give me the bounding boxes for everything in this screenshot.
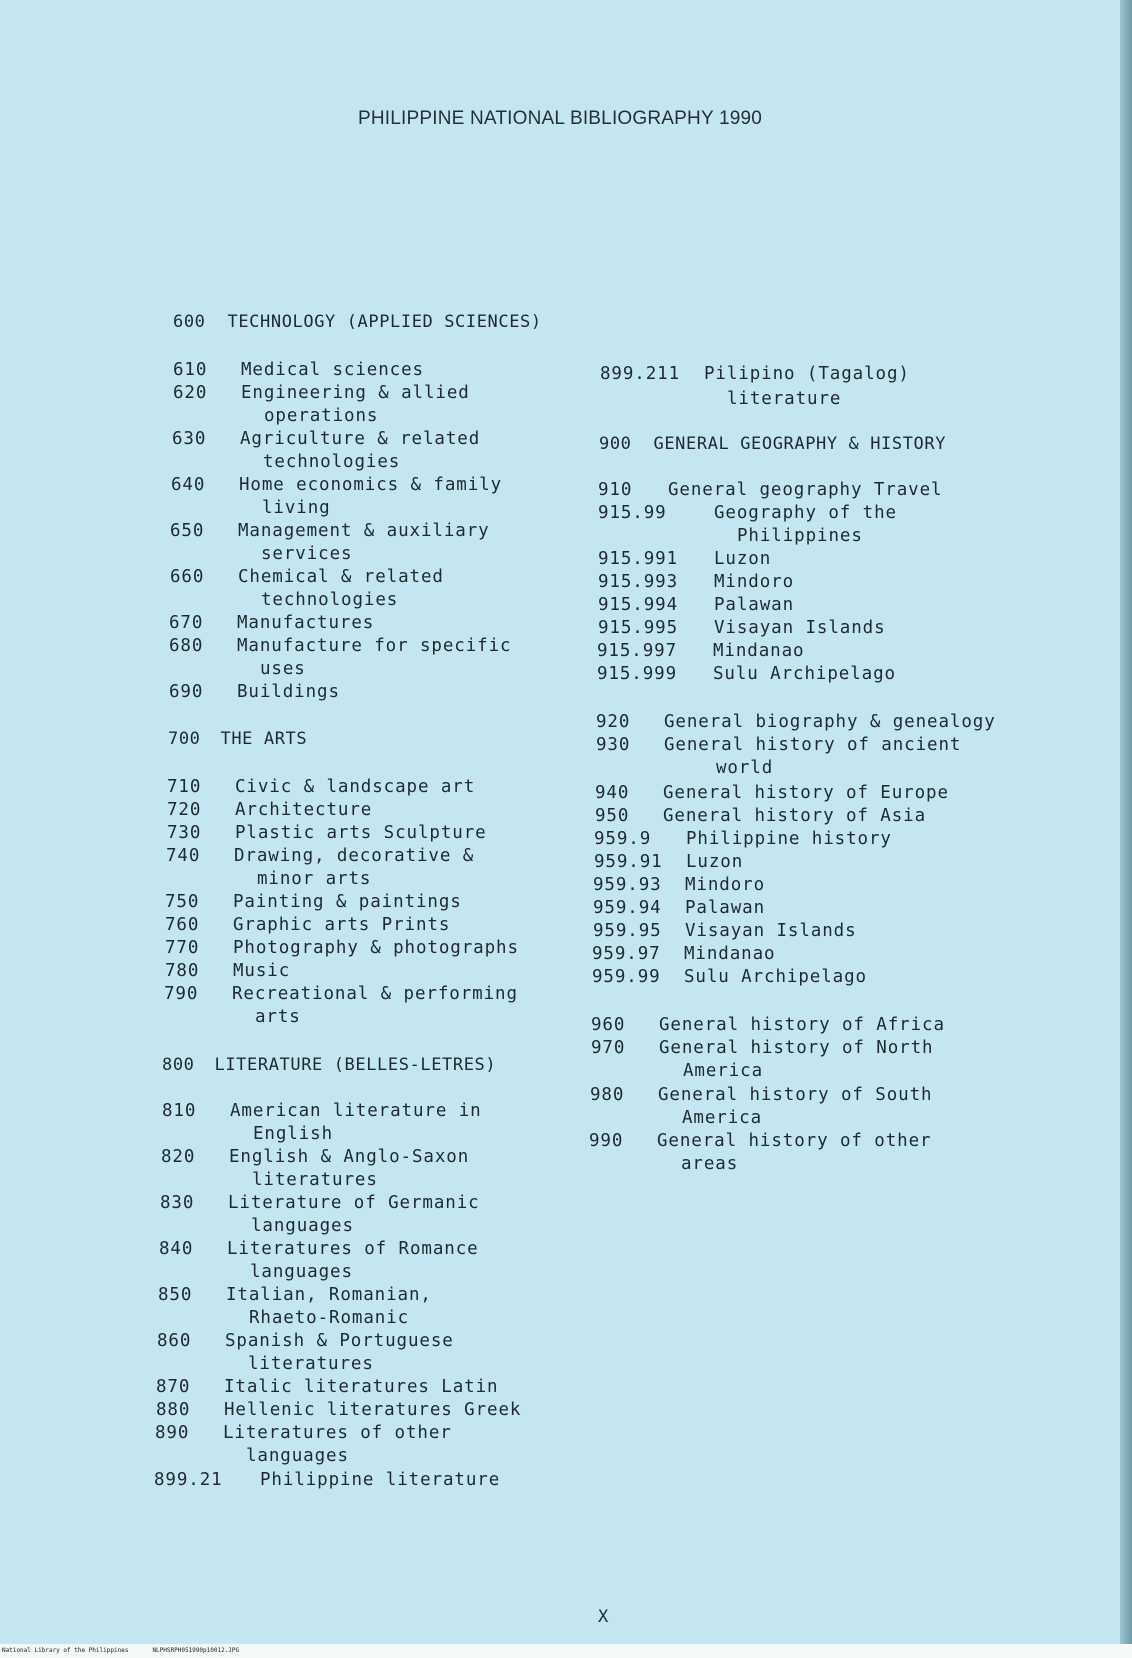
section-600 xyxy=(173,312,542,332)
section-heading: TECHNOLOGY (APPLIED SCIENCES) xyxy=(227,312,542,332)
section-heading: LITERATURE (BELLES-LETRES) xyxy=(214,1055,497,1075)
page-number: X xyxy=(598,1607,609,1627)
section-900 xyxy=(599,434,946,454)
section-heading: GENERAL GEOGRAPHY & HISTORY xyxy=(653,434,947,454)
class-code: 900 xyxy=(599,434,632,454)
page-title: PHILIPPINE NATIONAL BIBLIOGRAPHY 1990 xyxy=(357,108,763,129)
footer-file-id: NLPHSRPH051990p10012.JPG xyxy=(152,1647,240,1654)
page-edge-shadow xyxy=(1120,0,1132,1658)
footer-institution: National Library of the Philippines xyxy=(2,1647,129,1654)
class-code: 700 xyxy=(168,729,201,749)
section-heading: THE ARTS xyxy=(220,729,308,749)
scan-footer xyxy=(0,1644,1132,1658)
class-code: 800 xyxy=(162,1055,195,1075)
section-700 xyxy=(168,729,307,749)
class-code: 600 xyxy=(173,312,206,332)
section-800 xyxy=(162,1055,496,1075)
